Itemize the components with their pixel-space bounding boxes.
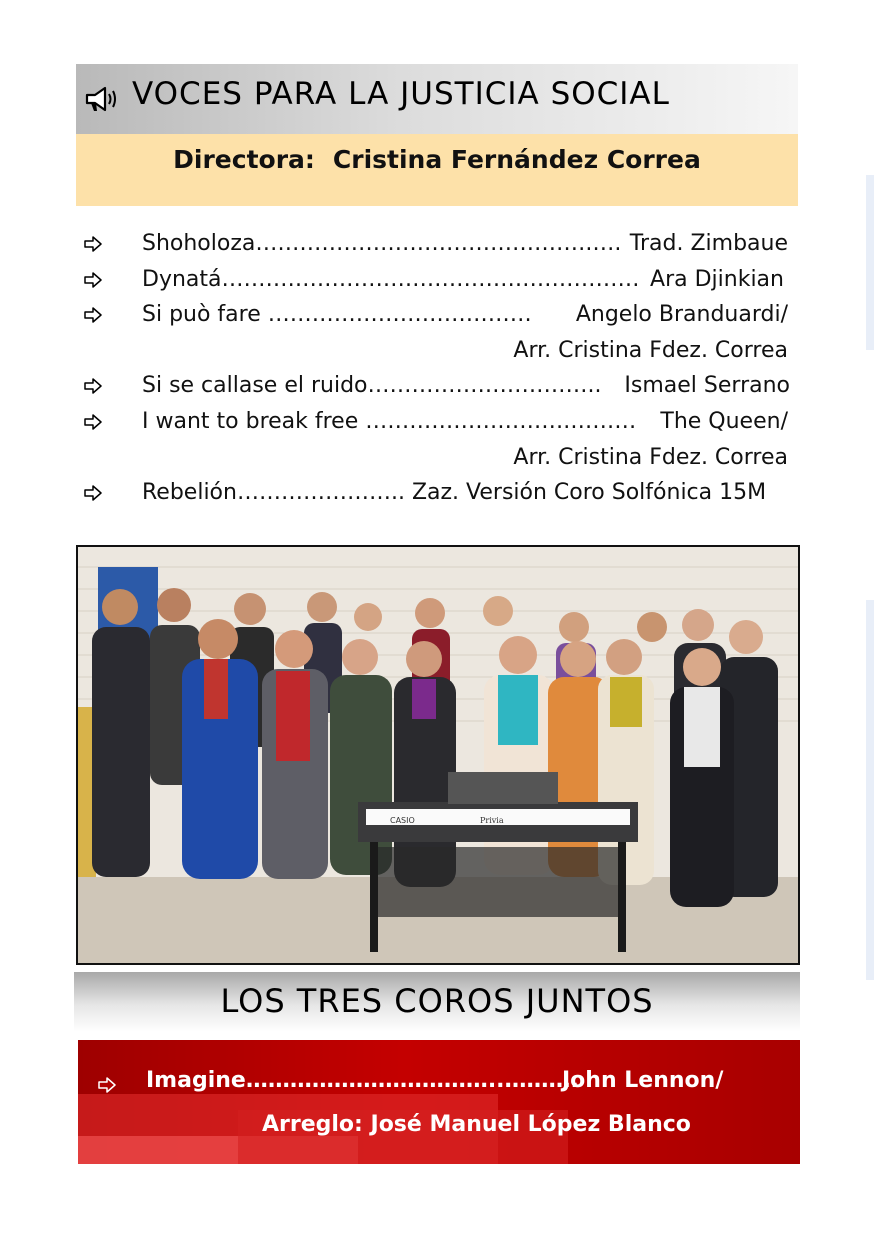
section-title: LOS TRES COROS JUNTOS bbox=[220, 982, 654, 1020]
song-item-continuation bbox=[76, 333, 798, 369]
song-title: Si può fare ……………………………… bbox=[142, 302, 532, 328]
choir-photo bbox=[76, 545, 800, 965]
song-credit: Arr. Cristina Fdez. Correa bbox=[513, 337, 788, 363]
arrow-icon bbox=[98, 1076, 116, 1094]
song-title: Shoholoza……………………………………….…. bbox=[142, 231, 622, 256]
finale-credit: John Lennon/ bbox=[562, 1068, 724, 1093]
director-heading bbox=[173, 145, 701, 174]
page-title: VOCES PARA LA JUSTICIA SOCIAL bbox=[132, 76, 670, 112]
arrow-icon bbox=[84, 306, 102, 324]
keyboard-model: Privia bbox=[480, 816, 504, 825]
song-credit: Arr. Cristina Fdez. Correa bbox=[513, 444, 788, 470]
song-item bbox=[76, 368, 798, 404]
finale-box bbox=[78, 1040, 800, 1164]
director-bar bbox=[76, 134, 798, 206]
title-bar bbox=[76, 64, 798, 134]
arrow-icon bbox=[84, 413, 102, 431]
director-name: Cristina Fernández Correa bbox=[332, 145, 701, 174]
song-item-continuation bbox=[76, 440, 798, 476]
finale-arrangement: Arreglo: José Manuel López Blanco bbox=[262, 1112, 691, 1137]
megaphone-icon bbox=[84, 85, 118, 113]
song-title: I want to break free ……………………….……… bbox=[142, 408, 637, 434]
choir-photo-illustration bbox=[78, 547, 798, 963]
arrow-icon bbox=[84, 271, 102, 289]
song-list bbox=[76, 226, 798, 511]
song-item bbox=[76, 404, 798, 440]
director-label: Directora: bbox=[173, 145, 315, 174]
song-item bbox=[76, 297, 798, 333]
edge-shadow bbox=[866, 600, 874, 980]
edge-shadow bbox=[866, 175, 874, 350]
song-credit: Trad. Zimbaue bbox=[629, 231, 788, 256]
song-credit: Angelo Branduardi/ bbox=[575, 302, 788, 328]
song-item bbox=[76, 226, 798, 262]
song-title: Dynatá………………………………………………… bbox=[142, 266, 640, 292]
finale-song: Imagine……………………………..………. bbox=[146, 1068, 579, 1093]
song-credit: Ismael Serrano bbox=[624, 373, 790, 399]
keyboard-brand: CASIO bbox=[390, 816, 415, 825]
arrow-icon bbox=[84, 377, 102, 395]
song-item bbox=[76, 262, 798, 298]
section-bar bbox=[74, 972, 800, 1032]
song-item bbox=[76, 475, 798, 511]
song-title: Si se callase el ruido………………………….. bbox=[142, 373, 602, 399]
arrow-icon bbox=[84, 235, 102, 253]
song-credit: Ara Djinkian bbox=[650, 266, 784, 292]
song-credit: The Queen/ bbox=[660, 408, 788, 434]
song-title: Rebelión………………….. Zaz. Versión Coro Solfónica 15M bbox=[142, 480, 767, 506]
arrow-icon bbox=[84, 484, 102, 502]
